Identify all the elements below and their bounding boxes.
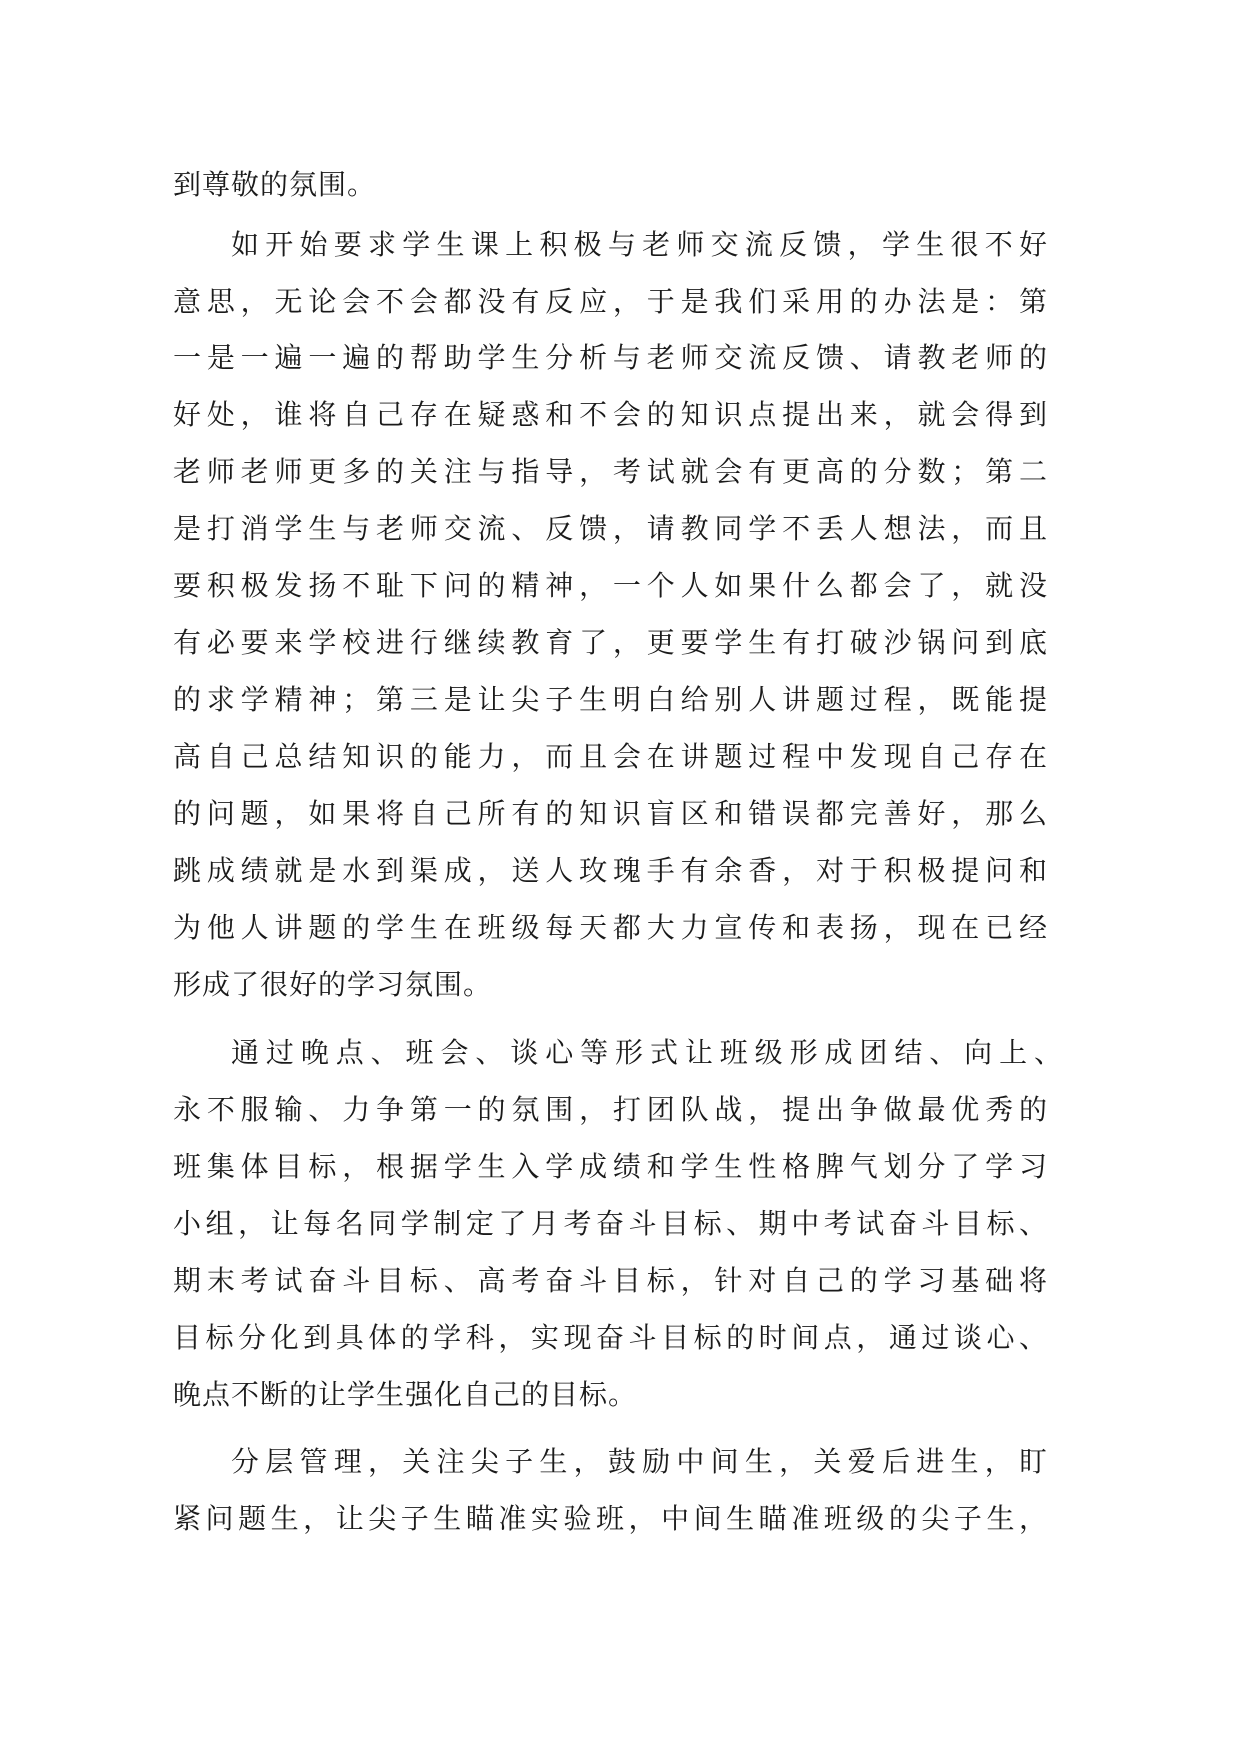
text-line: 班集体目标，根据学生入学成绩和学生性格脾气划分了学习 — [173, 1150, 1048, 1183]
text-line: 紧问题生，让尖子生瞄准实验班，中间生瞄准班级的尖子生， — [173, 1502, 1048, 1535]
text-line: 老师老师更多的关注与指导，考试就会有更高的分数；第二 — [173, 455, 1048, 488]
text-line: 好处，谁将自己存在疑惑和不会的知识点提出来，就会得到 — [173, 398, 1048, 431]
text-line: 永不服输、力争第一的氛围，打团队战，提出争做最优秀的 — [173, 1093, 1048, 1126]
text-line: 为他人讲题的学生在班级每天都大力宣传和表扬，现在已经 — [173, 911, 1048, 944]
text-line: 要积极发扬不耻下问的精神，一个人如果什么都会了，就没 — [173, 569, 1048, 602]
text-line: 跳成绩就是水到渠成，送人玫瑰手有余香，对于积极提问和 — [173, 854, 1048, 887]
text-line: 如开始要求学生课上积极与老师交流反馈，学生很不好 — [231, 228, 1048, 261]
text-line: 期末考试奋斗目标、高考奋斗目标，针对自己的学习基础将 — [173, 1264, 1048, 1297]
text-line: 到尊敬的氛围。 — [173, 168, 377, 201]
text-line: 一是一遍一遍的帮助学生分析与老师交流反馈、请教老师的 — [173, 341, 1048, 374]
text-line: 小组，让每名同学制定了月考奋斗目标、期中考试奋斗目标、 — [173, 1207, 1048, 1240]
text-line: 目标分化到具体的学科，实现奋斗目标的时间点，通过谈心、 — [173, 1321, 1048, 1354]
text-line: 高自己总结知识的能力，而且会在讲题过程中发现自己存在 — [173, 740, 1048, 773]
text-line: 形成了很好的学习氛围。 — [173, 968, 493, 1001]
text-line: 晚点不断的让学生强化自己的目标。 — [173, 1378, 638, 1411]
text-line: 是打消学生与老师交流、反馈，请教同学不丢人想法，而且 — [173, 512, 1048, 545]
text-line: 有必要来学校进行继续教育了，更要学生有打破沙锅问到底 — [173, 626, 1048, 659]
text-line: 分层管理，关注尖子生，鼓励中间生，关爱后进生，盯 — [231, 1445, 1048, 1478]
text-line: 意思，无论会不会都没有反应，于是我们采用的办法是：第 — [173, 285, 1048, 318]
text-line: 的求学精神；第三是让尖子生明白给别人讲题过程，既能提 — [173, 683, 1048, 716]
text-line: 通过晚点、班会、谈心等形式让班级形成团结、向上、 — [231, 1036, 1063, 1069]
text-line: 的问题，如果将自己所有的知识盲区和错误都完善好，那么 — [173, 797, 1048, 830]
